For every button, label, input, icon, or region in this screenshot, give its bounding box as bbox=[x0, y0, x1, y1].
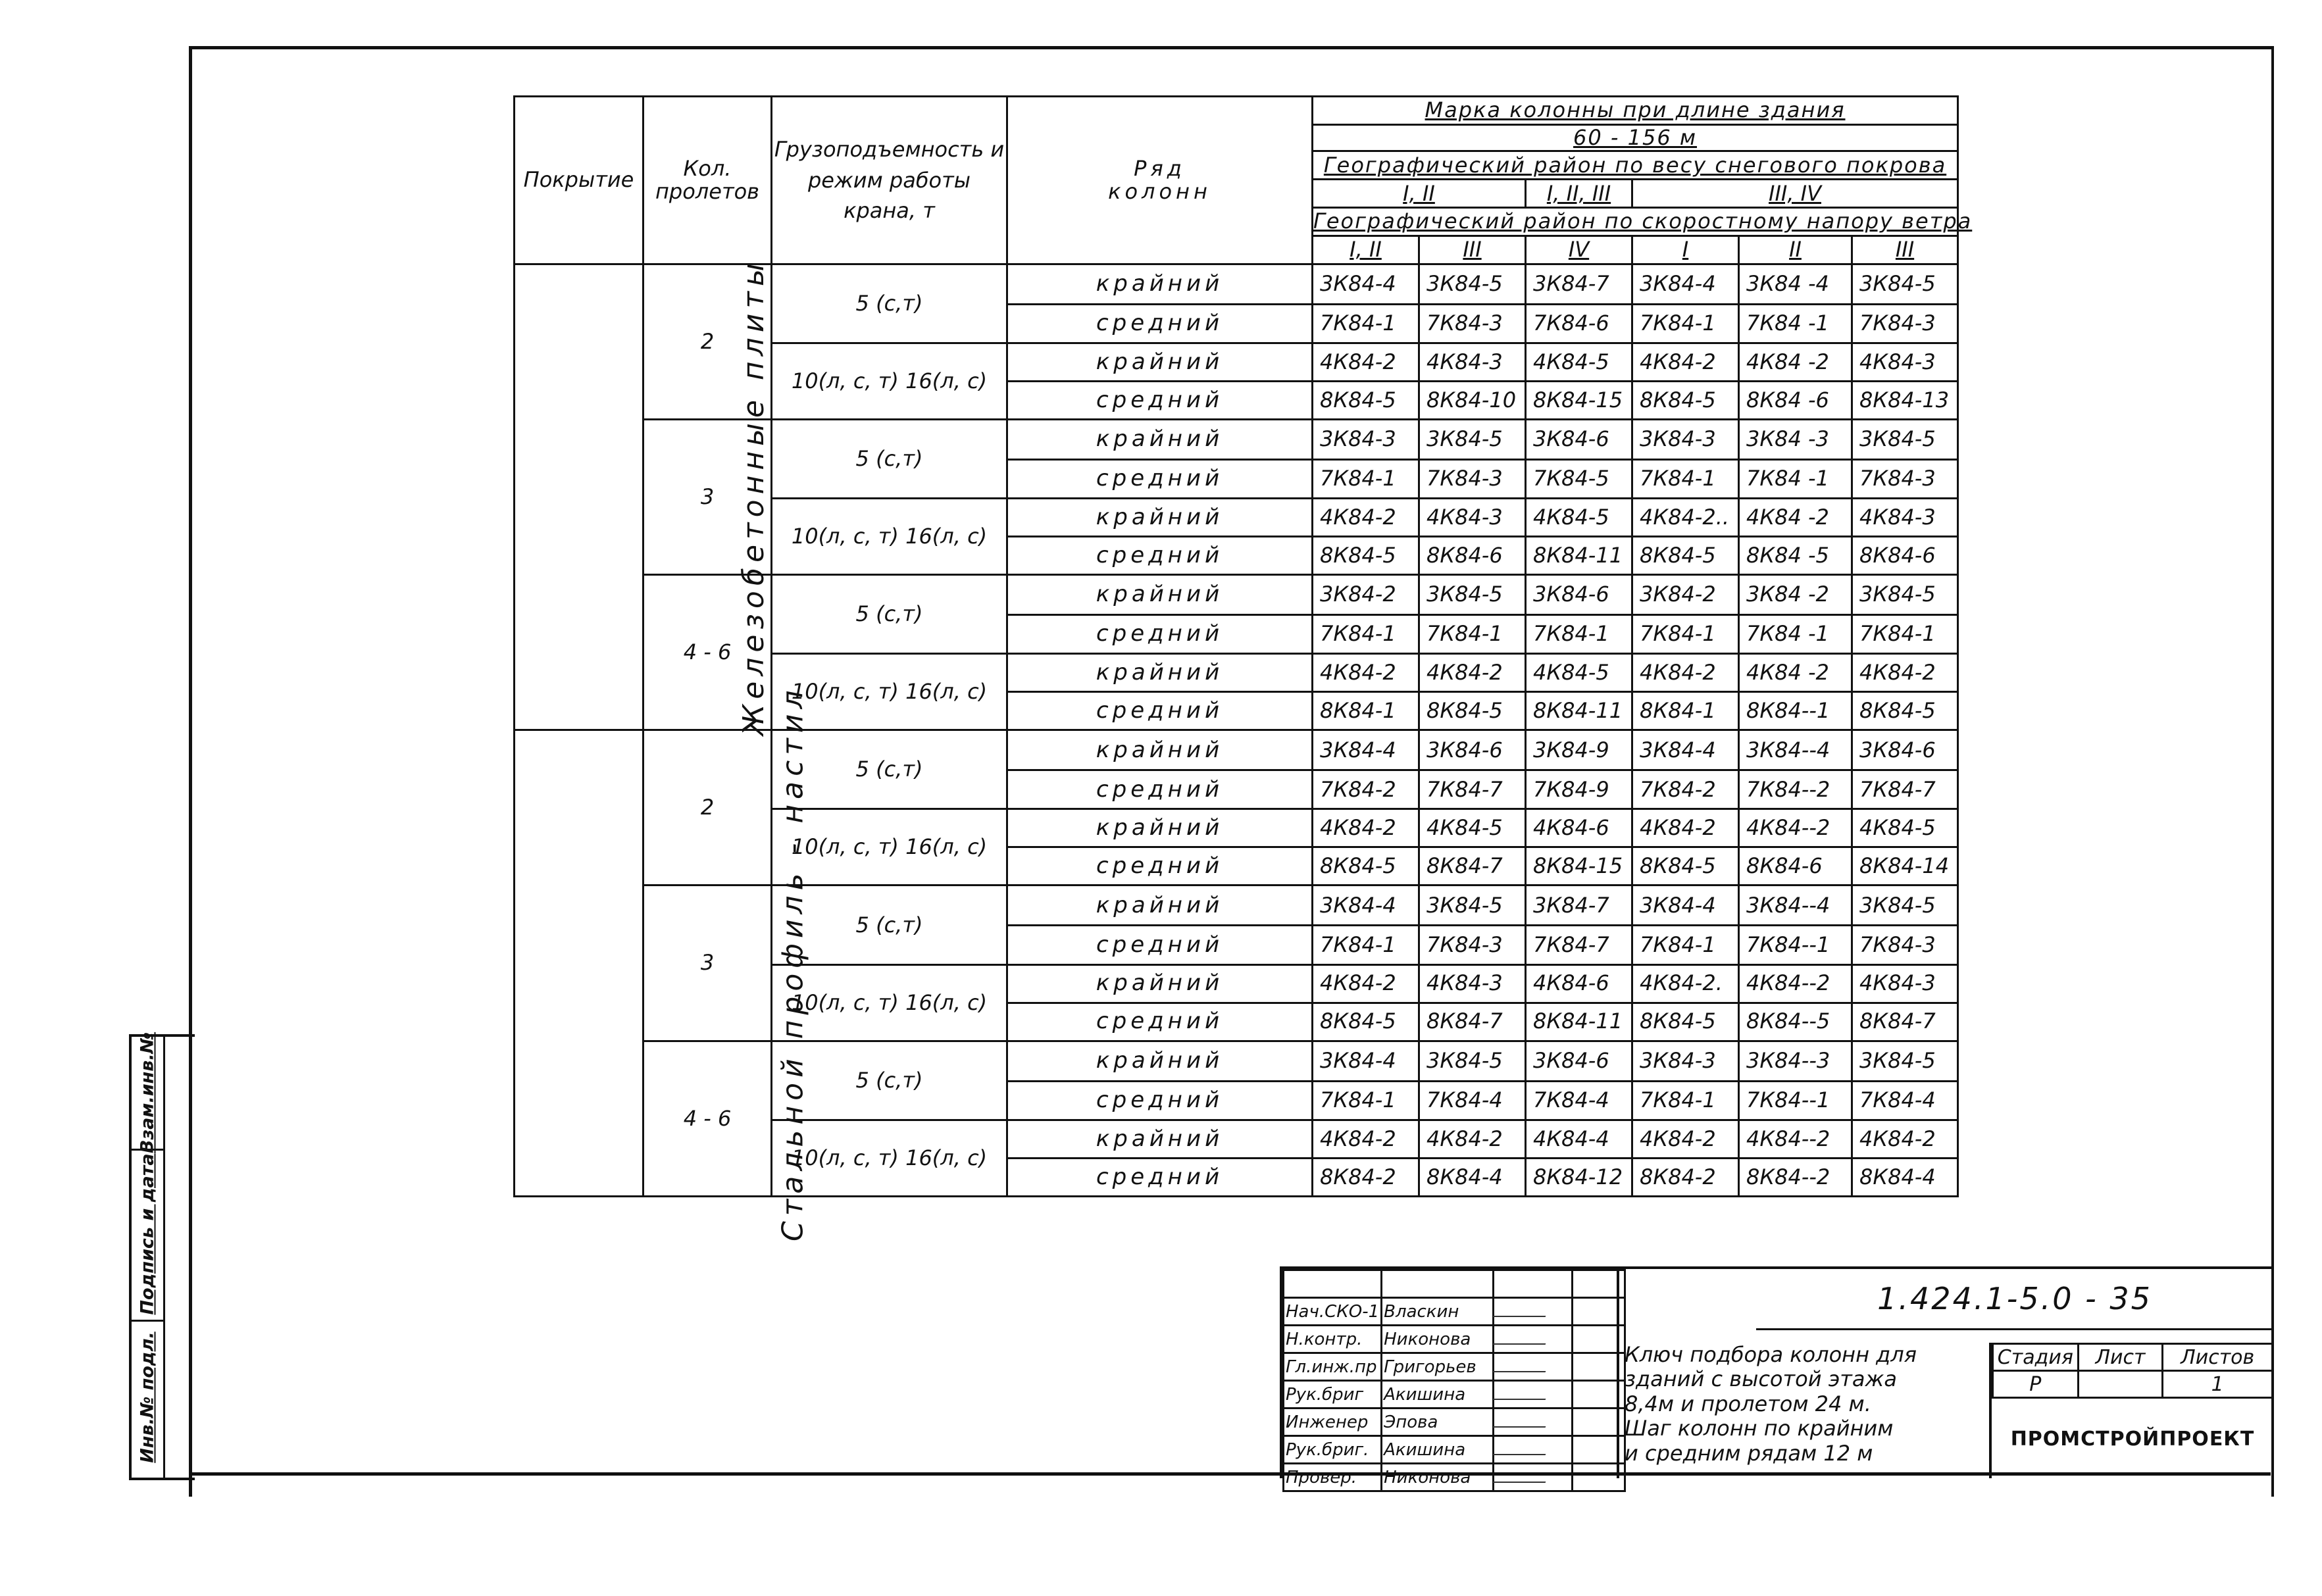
column-mark-cell: 4К84--2 bbox=[1739, 809, 1852, 847]
column-mark-cell: 8К84--2 bbox=[1739, 1158, 1852, 1196]
signature-mark bbox=[1494, 1464, 1573, 1491]
column-mark-cell: 7К84--1 bbox=[1739, 926, 1852, 964]
spans-cell: 2 bbox=[644, 264, 772, 419]
column-mark-cell: 3К84-3 bbox=[1632, 419, 1739, 459]
column-mark-cell: 8К84-11 bbox=[1526, 536, 1632, 574]
handwritten-signature-icon bbox=[1493, 1412, 1552, 1428]
cover-label: Стальной профиль - настил bbox=[776, 685, 810, 1241]
signature-role: Н.контр. bbox=[1284, 1326, 1382, 1353]
column-mark-cell: 7К84-9 bbox=[1526, 770, 1632, 809]
column-row-cell: средний bbox=[1007, 692, 1313, 730]
column-row-cell: крайний bbox=[1007, 264, 1313, 304]
table-row bbox=[515, 419, 1958, 459]
side-strip bbox=[129, 1034, 195, 1480]
signature-name: Акишина bbox=[1382, 1436, 1494, 1464]
column-mark-cell: 4К84 -2 bbox=[1739, 654, 1852, 692]
crane-cell: 10(л, с, т) 16(л, с) bbox=[772, 654, 1007, 730]
signature-name: Григорьев bbox=[1382, 1353, 1494, 1381]
title-line: Шаг колонн по крайним bbox=[1625, 1416, 1894, 1441]
column-mark-cell: 3К84-6 bbox=[1526, 419, 1632, 459]
strip-label-inv: Инв.№ подл. bbox=[137, 1332, 158, 1463]
column-mark-cell: 7К84 -1 bbox=[1739, 459, 1852, 498]
column-mark-cell: 3К84-2 bbox=[1313, 574, 1419, 614]
column-mark-cell: 4К84-2 bbox=[1632, 1120, 1739, 1158]
column-mark-cell: 4К84-2 bbox=[1313, 498, 1419, 536]
column-mark-cell: 8К84-5 bbox=[1632, 847, 1739, 885]
column-mark-cell: 8К84-6 bbox=[1419, 536, 1526, 574]
column-mark-cell: 8К84-7 bbox=[1419, 1003, 1526, 1041]
strip-cell-inv bbox=[132, 1320, 163, 1475]
column-mark-cell: 3К84-2 bbox=[1632, 574, 1739, 614]
column-mark-cell: 8К84-5 bbox=[1419, 692, 1526, 730]
column-mark-cell: 4К84-2 bbox=[1313, 1120, 1419, 1158]
strip-divider bbox=[163, 1037, 165, 1478]
column-mark-cell: 8К84-5 bbox=[1313, 1003, 1419, 1041]
header-wind-col-6: III bbox=[1852, 236, 1958, 264]
column-mark-cell: 4К84-2 bbox=[1419, 1120, 1526, 1158]
column-mark-cell: 3К84--3 bbox=[1739, 1041, 1852, 1081]
crane-cell: 5 (с,т) bbox=[772, 419, 1007, 498]
title-line: зданий с высотой этажа bbox=[1625, 1366, 1897, 1392]
signature-row bbox=[1284, 1409, 1625, 1436]
spans-cell: 4 - 6 bbox=[644, 1041, 772, 1196]
column-mark-cell: 7К84-3 bbox=[1852, 459, 1958, 498]
column-mark-cell: 8К84 -5 bbox=[1739, 536, 1852, 574]
column-mark-cell: 4К84-3 bbox=[1852, 343, 1958, 381]
column-mark-cell: 8К84-15 bbox=[1526, 847, 1632, 885]
column-row-cell: крайний bbox=[1007, 809, 1313, 847]
cover-label: Железобетонные плиты bbox=[736, 258, 770, 736]
column-mark-cell: 8К84-2 bbox=[1313, 1158, 1419, 1196]
header-row: Ряд колонн bbox=[1007, 97, 1313, 264]
column-mark-cell: 3К84-6 bbox=[1419, 730, 1526, 770]
column-mark-cell: 7К84 -1 bbox=[1739, 615, 1852, 654]
column-mark-cell: 7К84-1 bbox=[1632, 926, 1739, 964]
column-mark-cell: 4К84-5 bbox=[1526, 654, 1632, 692]
column-mark-cell: 3К84-4 bbox=[1632, 730, 1739, 770]
handwritten-signature-icon bbox=[1493, 1329, 1552, 1345]
signature-row bbox=[1284, 1326, 1625, 1353]
column-mark-cell: 4К84-3 bbox=[1419, 498, 1526, 536]
column-mark-cell: 8К84-5 bbox=[1852, 692, 1958, 730]
signature-row bbox=[1284, 1381, 1625, 1409]
column-mark-cell: 7К84-3 bbox=[1419, 926, 1526, 964]
signature-name: Эпова bbox=[1382, 1409, 1494, 1436]
column-mark-cell: 3К84-9 bbox=[1526, 730, 1632, 770]
column-mark-cell: 7К84-1 bbox=[1526, 615, 1632, 654]
column-mark-cell: 3К84-3 bbox=[1632, 1041, 1739, 1081]
column-mark-cell: 4К84-3 bbox=[1852, 964, 1958, 1003]
column-mark-cell: 4К84-2 bbox=[1852, 654, 1958, 692]
column-row-cell: средний bbox=[1007, 770, 1313, 809]
column-mark-cell: 8К84-4 bbox=[1419, 1158, 1526, 1196]
column-mark-cell: 7К84-6 bbox=[1526, 304, 1632, 343]
drawing-code: 1.424.1-5.0 - 35 bbox=[1756, 1269, 2273, 1330]
crane-cell: 5 (с,т) bbox=[772, 885, 1007, 964]
column-mark-cell: 7К84-1 bbox=[1852, 615, 1958, 654]
column-mark-cell: 3К84-5 bbox=[1852, 885, 1958, 926]
title-line: 8,4м и пролетом 24 м. bbox=[1625, 1391, 1871, 1416]
crane-cell: 10(л, с, т) 16(л, с) bbox=[772, 498, 1007, 574]
column-mark-cell: 8К84-1 bbox=[1313, 692, 1419, 730]
column-mark-cell: 3К84 -3 bbox=[1739, 419, 1852, 459]
header-wind-col-5: II bbox=[1739, 236, 1852, 264]
column-row-cell: средний bbox=[1007, 1158, 1313, 1196]
spans-cell: 3 bbox=[644, 419, 772, 574]
column-mark-cell: 7К84-3 bbox=[1419, 304, 1526, 343]
header-spans: Кол. пролетов bbox=[644, 97, 772, 264]
column-mark-cell: 4К84-2.. bbox=[1632, 498, 1739, 536]
spans-cell: 2 bbox=[644, 730, 772, 885]
spans-cell: 4 - 6 bbox=[644, 574, 772, 730]
column-mark-cell: 3К84-5 bbox=[1852, 1041, 1958, 1081]
column-mark-cell: 8К84-5 bbox=[1313, 847, 1419, 885]
stage-label: Стадия bbox=[1993, 1344, 2079, 1371]
column-mark-cell: 8К84--1 bbox=[1739, 692, 1852, 730]
column-row-cell: средний bbox=[1007, 1081, 1313, 1120]
column-mark-cell: 4К84 -2 bbox=[1739, 498, 1852, 536]
column-mark-cell: 4К84-6 bbox=[1526, 964, 1632, 1003]
column-mark-cell: 4К84-2 bbox=[1632, 809, 1739, 847]
crane-cell: 5 (с,т) bbox=[772, 264, 1007, 343]
column-mark-cell: 4К84-2 bbox=[1313, 343, 1419, 381]
column-mark-cell: 7К84-1 bbox=[1313, 304, 1419, 343]
signature-row-empty bbox=[1284, 1270, 1625, 1298]
column-mark-cell: 4К84-3 bbox=[1419, 343, 1526, 381]
column-mark-cell: 4К84-5 bbox=[1526, 498, 1632, 536]
column-mark-cell: 3К84-5 bbox=[1419, 419, 1526, 459]
signature-mark bbox=[1494, 1381, 1573, 1409]
crane-cell: 10(л, с, т) 16(л, с) bbox=[772, 809, 1007, 885]
signature-row bbox=[1284, 1464, 1625, 1491]
column-mark-cell: 8К84-5 bbox=[1632, 1003, 1739, 1041]
column-mark-cell: 4К84-5 bbox=[1526, 343, 1632, 381]
column-mark-cell: 4К84--2 bbox=[1739, 964, 1852, 1003]
column-mark-cell: 8К84-10 bbox=[1419, 381, 1526, 419]
column-mark-cell: 7К84-1 bbox=[1632, 1081, 1739, 1120]
column-mark-cell: 4К84-2 bbox=[1419, 654, 1526, 692]
column-mark-cell: 7К84--1 bbox=[1739, 1081, 1852, 1120]
column-mark-cell: 8К84-5 bbox=[1632, 536, 1739, 574]
crane-cell: 10(л, с, т) 16(л, с) bbox=[772, 343, 1007, 419]
column-mark-cell: 8К84 -6 bbox=[1739, 381, 1852, 419]
column-mark-cell: 7К84-4 bbox=[1852, 1081, 1958, 1120]
crane-cell: 10(л, с, т) 16(л, с) bbox=[772, 1120, 1007, 1196]
column-mark-cell: 7К84-1 bbox=[1632, 459, 1739, 498]
column-mark-cell: 3К84-6 bbox=[1526, 1041, 1632, 1081]
sheet-value bbox=[2078, 1371, 2163, 1398]
column-mark-cell: 3К84-5 bbox=[1852, 264, 1958, 304]
signature-role: Инженер bbox=[1284, 1409, 1382, 1436]
column-mark-cell: 4К84-2 bbox=[1632, 654, 1739, 692]
column-mark-cell: 8К84-7 bbox=[1419, 847, 1526, 885]
column-mark-cell: 3К84-5 bbox=[1419, 1041, 1526, 1081]
column-mark-cell: 4К84-2 bbox=[1852, 1120, 1958, 1158]
column-mark-cell: 7К84-7 bbox=[1526, 926, 1632, 964]
column-mark-cell: 7К84 -1 bbox=[1739, 304, 1852, 343]
column-mark-cell: 8К84-11 bbox=[1526, 1003, 1632, 1041]
column-row-cell: крайний bbox=[1007, 343, 1313, 381]
signature-role: Гл.инж.пр bbox=[1284, 1353, 1382, 1381]
handwritten-signature-icon bbox=[1493, 1357, 1552, 1372]
crane-cell: 5 (с,т) bbox=[772, 1041, 1007, 1120]
header-mark: Марка колонны при длине здания bbox=[1313, 97, 1958, 125]
signature-name: Никонова bbox=[1382, 1326, 1494, 1353]
column-row-cell: крайний bbox=[1007, 1041, 1313, 1081]
column-mark-cell: 3К84-5 bbox=[1419, 574, 1526, 614]
signature-mark bbox=[1494, 1436, 1573, 1464]
column-mark-cell: 8К84-1 bbox=[1632, 692, 1739, 730]
header-wind-col-1: I, II bbox=[1313, 236, 1419, 264]
sheet-label: Лист bbox=[2078, 1344, 2163, 1371]
column-mark-cell: 4К84 -2 bbox=[1739, 343, 1852, 381]
column-mark-cell: 4К84-2 bbox=[1632, 343, 1739, 381]
organization-name: ПРОМСТРОЙПРОЕКТ bbox=[2010, 1427, 2255, 1451]
column-mark-cell: 8К84-13 bbox=[1852, 381, 1958, 419]
column-mark-cell: 4К84-4 bbox=[1526, 1120, 1632, 1158]
column-mark-cell: 8К84-5 bbox=[1313, 381, 1419, 419]
column-mark-cell: 7К84-2 bbox=[1632, 770, 1739, 809]
column-mark-cell: 7К84-3 bbox=[1852, 304, 1958, 343]
column-mark-cell: 4К84-3 bbox=[1852, 498, 1958, 536]
strip-cell-signature bbox=[132, 1149, 163, 1322]
column-row-cell: крайний bbox=[1007, 730, 1313, 770]
handwritten-signature-icon bbox=[1493, 1439, 1552, 1455]
column-mark-cell: 3К84--4 bbox=[1739, 730, 1852, 770]
column-mark-cell: 4К84-2 bbox=[1313, 964, 1419, 1003]
column-mark-cell: 3К84-7 bbox=[1526, 885, 1632, 926]
stage-value: Р bbox=[1993, 1371, 2079, 1398]
column-mark-cell: 8К84-4 bbox=[1852, 1158, 1958, 1196]
column-mark-cell: 8К84-6 bbox=[1739, 847, 1852, 885]
column-mark-cell: 7К84-4 bbox=[1419, 1081, 1526, 1120]
column-mark-cell: 8К84-12 bbox=[1526, 1158, 1632, 1196]
column-mark-cell: 3К84-3 bbox=[1313, 419, 1419, 459]
signature-role: Рук.бриг. bbox=[1284, 1436, 1382, 1464]
title-block-divider bbox=[1617, 1269, 1619, 1478]
column-row-cell: крайний bbox=[1007, 964, 1313, 1003]
column-mark-cell: 7К84--2 bbox=[1739, 770, 1852, 809]
signature-row bbox=[1284, 1298, 1625, 1326]
signature-name: Власкин bbox=[1382, 1298, 1494, 1326]
strip-cell-replace-inv bbox=[132, 1032, 163, 1154]
title-block bbox=[1280, 1266, 2273, 1487]
header-wind-region: Географический район по скоростному напору ветра bbox=[1313, 208, 1958, 236]
column-row-cell: средний bbox=[1007, 459, 1313, 498]
column-row-cell: средний bbox=[1007, 304, 1313, 343]
header-cover: Покрытие bbox=[515, 97, 644, 264]
column-mark-cell: 4К84-3 bbox=[1419, 964, 1526, 1003]
column-row-cell: средний bbox=[1007, 847, 1313, 885]
column-mark-cell: 7К84-5 bbox=[1526, 459, 1632, 498]
column-mark-cell: 3К84-4 bbox=[1632, 885, 1739, 926]
crane-cell: 10(л, с, т) 16(л, с) bbox=[772, 964, 1007, 1041]
stage-table bbox=[1992, 1343, 2273, 1399]
column-row-cell: средний bbox=[1007, 926, 1313, 964]
column-mark-cell: 8К84-5 bbox=[1632, 381, 1739, 419]
table-row bbox=[515, 574, 1958, 614]
column-mark-cell: 4К84--2 bbox=[1739, 1120, 1852, 1158]
column-mark-cell: 3К84-5 bbox=[1419, 264, 1526, 304]
column-mark-cell: 3К84-4 bbox=[1313, 730, 1419, 770]
column-mark-cell: 8К84--5 bbox=[1739, 1003, 1852, 1041]
column-mark-cell: 3К84-5 bbox=[1852, 419, 1958, 459]
handwritten-signature-icon bbox=[1493, 1301, 1552, 1317]
column-mark-cell: 3К84-5 bbox=[1419, 885, 1526, 926]
column-mark-cell: 7К84-1 bbox=[1419, 615, 1526, 654]
column-row-cell: средний bbox=[1007, 381, 1313, 419]
column-mark-cell: 8К84-5 bbox=[1313, 536, 1419, 574]
title-line: Ключ подбора колонн для bbox=[1625, 1342, 1917, 1367]
column-mark-cell: 4К84-5 bbox=[1419, 809, 1526, 847]
column-mark-cell: 7К84-4 bbox=[1526, 1081, 1632, 1120]
signature-mark bbox=[1494, 1353, 1573, 1381]
crane-cell: 5 (с,т) bbox=[772, 574, 1007, 653]
table-row bbox=[515, 730, 1958, 770]
sheets-label: Листов bbox=[2163, 1344, 2273, 1371]
signature-name: Акишина bbox=[1382, 1381, 1494, 1409]
column-mark-cell: 3К84-4 bbox=[1632, 264, 1739, 304]
column-mark-cell: 8К84-6 bbox=[1852, 536, 1958, 574]
column-row-cell: крайний bbox=[1007, 1120, 1313, 1158]
signature-mark bbox=[1494, 1409, 1573, 1436]
strip-label-signature: Подпись и дата bbox=[137, 1153, 158, 1315]
column-mark-cell: 8К84-11 bbox=[1526, 692, 1632, 730]
signature-table bbox=[1282, 1269, 1626, 1492]
column-row-cell: крайний bbox=[1007, 498, 1313, 536]
header-wind-col-4: I bbox=[1632, 236, 1739, 264]
column-mark-cell: 3К84 -4 bbox=[1739, 264, 1852, 304]
signature-role: Нач.СКО-1 bbox=[1284, 1298, 1382, 1326]
column-mark-cell: 8К84-15 bbox=[1526, 381, 1632, 419]
handwritten-signature-icon bbox=[1493, 1467, 1552, 1483]
signature-role: Рук.бриг bbox=[1284, 1381, 1382, 1409]
column-mark-cell: 8К84-2 bbox=[1632, 1158, 1739, 1196]
column-mark-cell: 3К84-6 bbox=[1852, 730, 1958, 770]
signature-empty-cell bbox=[1382, 1270, 1494, 1298]
column-row-cell: крайний bbox=[1007, 574, 1313, 614]
signature-mark bbox=[1494, 1298, 1573, 1326]
column-mark-cell: 7К84-3 bbox=[1852, 926, 1958, 964]
header-length: 60 - 156 м bbox=[1313, 124, 1958, 151]
column-mark-cell: 3К84-4 bbox=[1313, 885, 1419, 926]
table-row bbox=[515, 264, 1958, 304]
signature-row bbox=[1284, 1436, 1625, 1464]
column-mark-cell: 7К84-3 bbox=[1419, 459, 1526, 498]
column-mark-cell: 7К84-1 bbox=[1313, 1081, 1419, 1120]
column-mark-cell: 8К84-7 bbox=[1852, 1003, 1958, 1041]
header-wind-col-2: III bbox=[1419, 236, 1526, 264]
column-row-cell: средний bbox=[1007, 1003, 1313, 1041]
column-row-cell: крайний bbox=[1007, 885, 1313, 926]
column-mark-cell: 7К84-1 bbox=[1313, 459, 1419, 498]
header-crane: Грузоподъемность и режим работы крана, т bbox=[772, 97, 1007, 264]
signature-role: Провер. bbox=[1284, 1464, 1382, 1491]
handwritten-signature-icon bbox=[1493, 1384, 1552, 1400]
column-mark-cell: 7К84-7 bbox=[1419, 770, 1526, 809]
signature-mark bbox=[1494, 1326, 1573, 1353]
column-mark-cell: 3К84-4 bbox=[1313, 1041, 1419, 1081]
spans-cell: 3 bbox=[644, 885, 772, 1041]
column-mark-cell: 3К84-6 bbox=[1526, 574, 1632, 614]
column-mark-cell: 4К84-2 bbox=[1313, 654, 1419, 692]
column-row-cell: крайний bbox=[1007, 419, 1313, 459]
column-mark-cell: 4К84-2. bbox=[1632, 964, 1739, 1003]
column-mark-cell: 7К84-1 bbox=[1632, 304, 1739, 343]
column-mark-cell: 7К84-2 bbox=[1313, 770, 1419, 809]
table-row bbox=[515, 1041, 1958, 1081]
signature-name: Никонова bbox=[1382, 1464, 1494, 1491]
strip-label-replace-inv: Взам.инв.№ bbox=[137, 1032, 158, 1154]
drawing-title bbox=[1625, 1343, 1967, 1466]
header-wind-col-3: IV bbox=[1526, 236, 1632, 264]
sheets-value: 1 bbox=[2163, 1371, 2273, 1398]
column-mark-cell: 8К84-14 bbox=[1852, 847, 1958, 885]
signature-empty-cell bbox=[1284, 1270, 1382, 1298]
header-snow-region: Географический район по весу снегового покрова bbox=[1313, 151, 1958, 180]
column-row-cell: средний bbox=[1007, 536, 1313, 574]
column-mark-cell: 4К84-6 bbox=[1526, 809, 1632, 847]
column-key-table bbox=[513, 95, 1973, 1241]
column-mark-cell: 3К84-4 bbox=[1313, 264, 1419, 304]
column-mark-cell: 3К84-7 bbox=[1526, 264, 1632, 304]
crane-cell: 5 (с,т) bbox=[772, 730, 1007, 809]
table-row bbox=[515, 885, 1958, 926]
signature-empty-cell bbox=[1494, 1270, 1573, 1298]
column-mark-cell: 7К84-7 bbox=[1852, 770, 1958, 809]
header-snow-group-1: I, II bbox=[1313, 180, 1526, 208]
column-mark-cell: 3К84-5 bbox=[1852, 574, 1958, 614]
column-mark-cell: 3К84--4 bbox=[1739, 885, 1852, 926]
column-mark-cell: 4К84-5 bbox=[1852, 809, 1958, 847]
signature-row bbox=[1284, 1353, 1625, 1381]
column-mark-cell: 3К84 -2 bbox=[1739, 574, 1852, 614]
title-line: и средним рядам 12 м bbox=[1625, 1440, 1873, 1466]
header-snow-group-2: I, II, III bbox=[1526, 180, 1632, 208]
header-snow-group-3: III, IV bbox=[1632, 180, 1958, 208]
column-mark-cell: 7К84-1 bbox=[1313, 615, 1419, 654]
column-row-cell: средний bbox=[1007, 615, 1313, 654]
column-row-cell: крайний bbox=[1007, 654, 1313, 692]
column-mark-cell: 4К84-2 bbox=[1313, 809, 1419, 847]
column-mark-cell: 7К84-1 bbox=[1313, 926, 1419, 964]
column-mark-cell: 7К84-1 bbox=[1632, 615, 1739, 654]
